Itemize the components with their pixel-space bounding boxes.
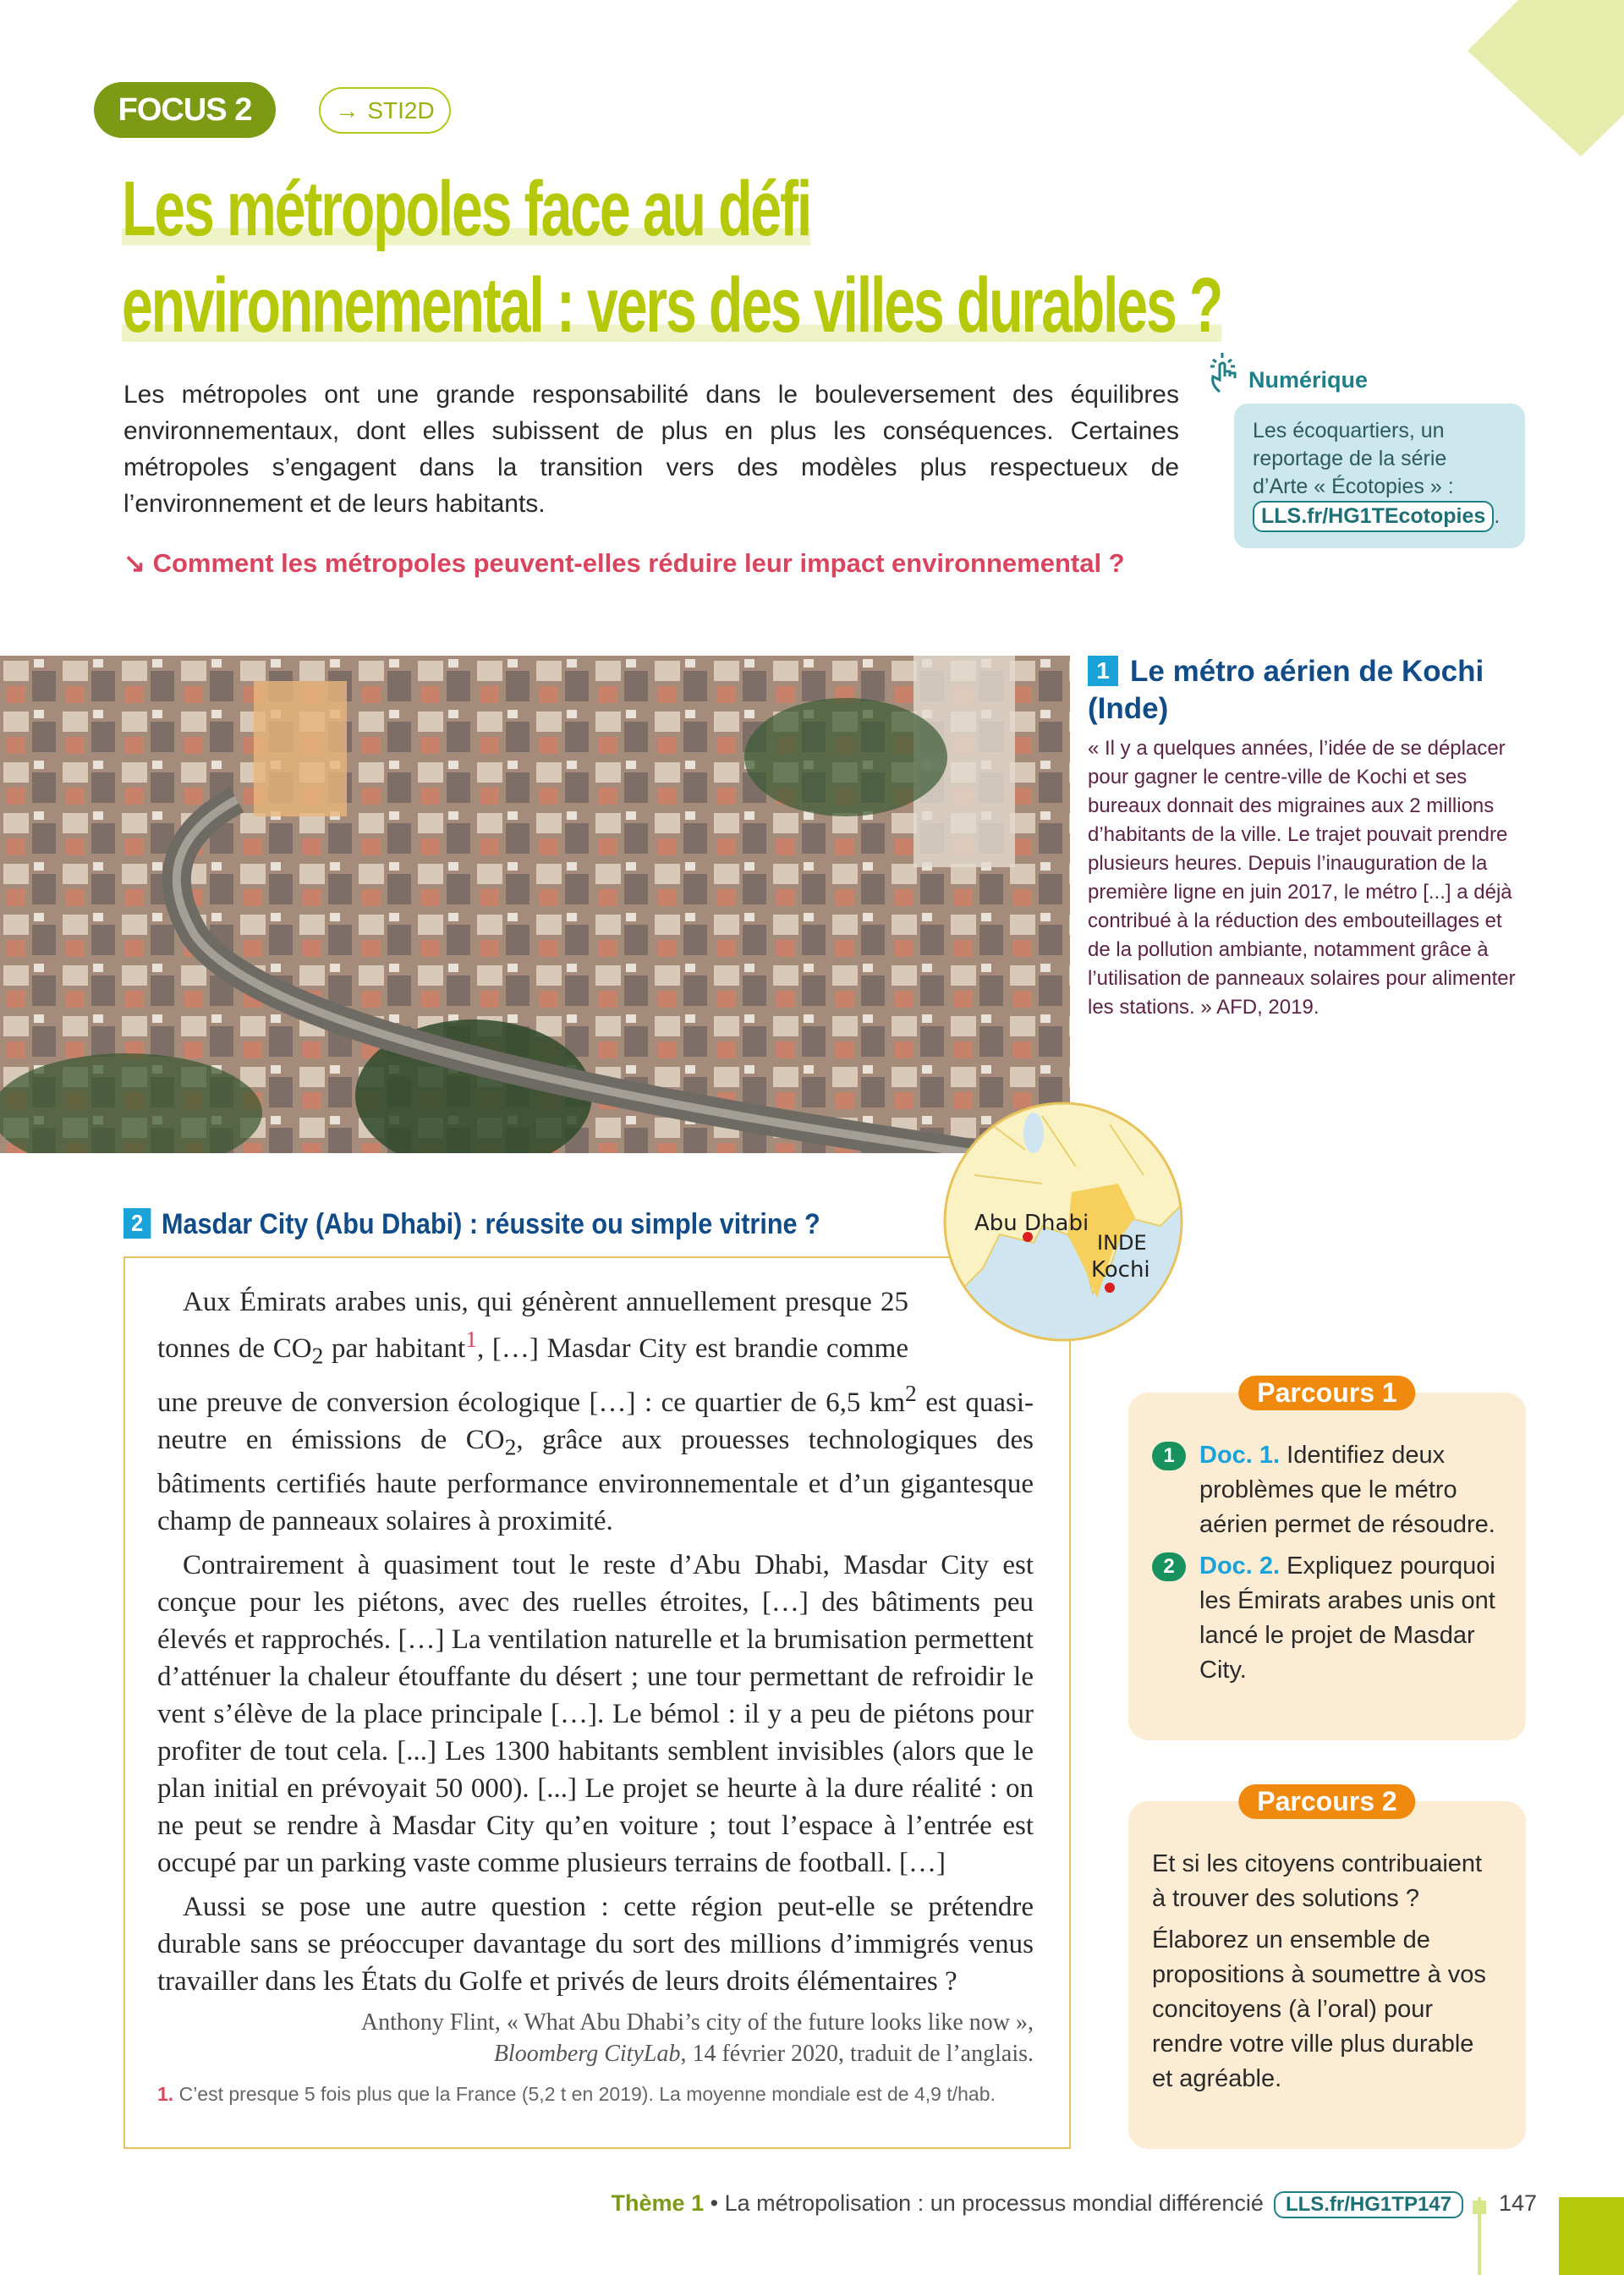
parcours-2-label: Parcours 2 [1238,1784,1415,1819]
doc2-number: 2 [123,1208,151,1239]
touch-hand-icon [1208,351,1245,393]
numerique-box [1234,404,1525,548]
kochi-marker [1105,1283,1115,1293]
title-line-1: Les métropoles face au défi [122,166,811,252]
doc1-quote: « Il y a quelques années, l’idée de se déplacer pour gagner le centre-ville de Kochi et ses bureaux donnait des migraines aux 2 millions d’habitants de la ville. Le trajet pouvait prendre plusieurs heures. Depuis l’inauguration de la première ligne en juin 2017, le métro [...] a déjà contribué à la réduction des embouteillages et de la pollution ambiante, notamment grâce à l’utilisation de panneaux solaires pour alimenter les stations. » AFD, 2019. [1088,737,1516,1019]
doc2-paragraph-2: Contrairement à quasiment tout le reste d’Abu Dhabi, Masdar City est conçue pour les piétons, avec des ruelles étroites, […] des bâtiments peu élevés et rapprochés. […] La ventilation naturelle et la brumisation permettent d’atténuer la chaleur étouffante du désert ; une tour permettant de refroidir le vent s’élève de la place principale […]. Le bémol : il y a peu de piétons pour profiter de tout cela. [...] Les 1300 habitants semblent invisibles (alors que le plan initial en prévoyait 50 000). [...] Le projet se heurte à la dure réalité : on ne peut se rendre à Masdar City qu’en voiture ; tout l’espace à l’entrée est occupé par un parking vaste comme plusieurs terrains de football. […] [157,1550,1034,1879]
title-line-2: environnemental : vers des villes durables ? [122,262,1222,349]
arrow-down-right-icon: ↘ [123,548,153,578]
footer-marker [1473,2201,1486,2214]
doc2-source: Anthony Flint, « What Abu Dhabi’s city of the future looks like now », Bloomberg CityLab, 14 février 2020, traduit de l’anglais. [360,2009,1034,2068]
doc2-paragraph-1: Aux Émirats arabes unis, qui génèrent annuellement presque 25 tonnes de $CO_2$ par habitant$^1$, […] Masdar City est brandie comme une preuve de conversion écologique […] : ce quartier de 6,5 $km^2$ est quasi-neutre en émissions de $CO_2$, grâce aux prouesses technologiques des bâtiments certifiés haute performance environnementale et d’un gigantesque champ de panneaux solaires à proximité. [157,1287,1034,1537]
map-label-abu-dhabi: Abu Dhabi [974,1211,1089,1236]
question-number: 1 [1152,1442,1186,1470]
numerique-period: . [1494,504,1501,528]
footer: Thème 1 • La métropolisation : un processus mondial différencié LLS.fr/HG1TP147 [612,2190,1463,2218]
doc2-footnote: 1. C’est presque 5 fois plus que la France (5,2 t en 2019). La moyenne mondiale est de 4,9 t/hab. [157,2083,996,2106]
doc1-heading [1088,653,1528,728]
intro-paragraph: Les métropoles ont une grande responsabilité dans le bouleversement des équilibres environnementaux, dont elles subissent de plus en plus les conséquences. Certaines métropoles s’engagent dans la transition vers des modèles plus respectueux de l’environnement et de leurs habitants. [123,381,1179,518]
ecotopies-link[interactable]: LLS.fr/HG1TEcotopies [1253,501,1494,532]
doc1-number: 1 [1088,656,1118,686]
parcours-2-task: Élaborez un ensemble de propositions à soumettre à vos concitoyens (à l’oral) pour rendre votre ville plus durable et agréable. [1152,1926,1486,2092]
numerique-text: Les écoquartiers, un reportage de la série d’Arte « Écotopies » : [1253,419,1454,498]
page-number: 147 [1499,2190,1538,2216]
doc2-text-box [123,1256,1071,2149]
map-label-inde: INDE [1097,1231,1147,1255]
doc-reference: Doc. 1. [1199,1442,1281,1469]
doc-reference: Doc. 2. [1199,1552,1281,1580]
question-text: Comment les métropoles peuvent-elles réduire leur impact environnemental ? [152,548,1125,578]
sti2d-tag[interactable] [319,87,451,134]
locator-map [941,1099,1186,1344]
page-corner-tab [1559,2197,1624,2275]
parcours-1-label: Parcours 1 [1238,1376,1415,1410]
footer-theme: Thème 1 [611,2190,705,2216]
focus-badge: FOCUS 2 [94,82,276,138]
question-item: 1 Doc. 1. Identifiez deux problèmes que le métro aérien permet de résoudre. [1152,1438,1501,1542]
photo-illustration [0,656,1070,1153]
parcours-1-box [1128,1377,1526,1740]
parcours-2-box [1128,1786,1526,2149]
doc2-title: Masdar City (Abu Dhabi) : réussite ou simple vitrine ? [162,1208,820,1240]
page-title [122,161,1583,354]
problematic-question [123,548,1189,579]
map-label-kochi: Kochi [1091,1257,1150,1283]
footer-text: La métropolisation : un processus mondial différencié [724,2190,1264,2216]
doc1-title: Le métro aérien de Kochi (Inde) [1088,655,1484,725]
arrow-icon: → [335,96,359,124]
sti2d-label: STI2D [367,96,435,124]
footer-link[interactable]: LLS.fr/HG1TP147 [1274,2191,1463,2218]
numerique-label: Numérique [1248,367,1369,393]
kochi-metro-photo [0,656,1070,1153]
numerique-header [1208,351,1368,393]
parcours-2-question: Et si les citoyens contribuaient à trouver des solutions ? [1152,1850,1483,1912]
doc2-paragraph-3: Aussi se pose une autre question : cette région peut-elle se prétendre durable sans se préoccuper davantage du sort des millions d’immigrés venus travailler dans les États du Golfe et privés de leurs droits élémentaires ? [157,1892,1034,1997]
question-number: 2 [1152,1552,1186,1581]
question-item: 2 Doc. 2. Expliquez pourquoi les Émirats arabes unis ont lancé le projet de Masdar City. [1152,1549,1501,1688]
